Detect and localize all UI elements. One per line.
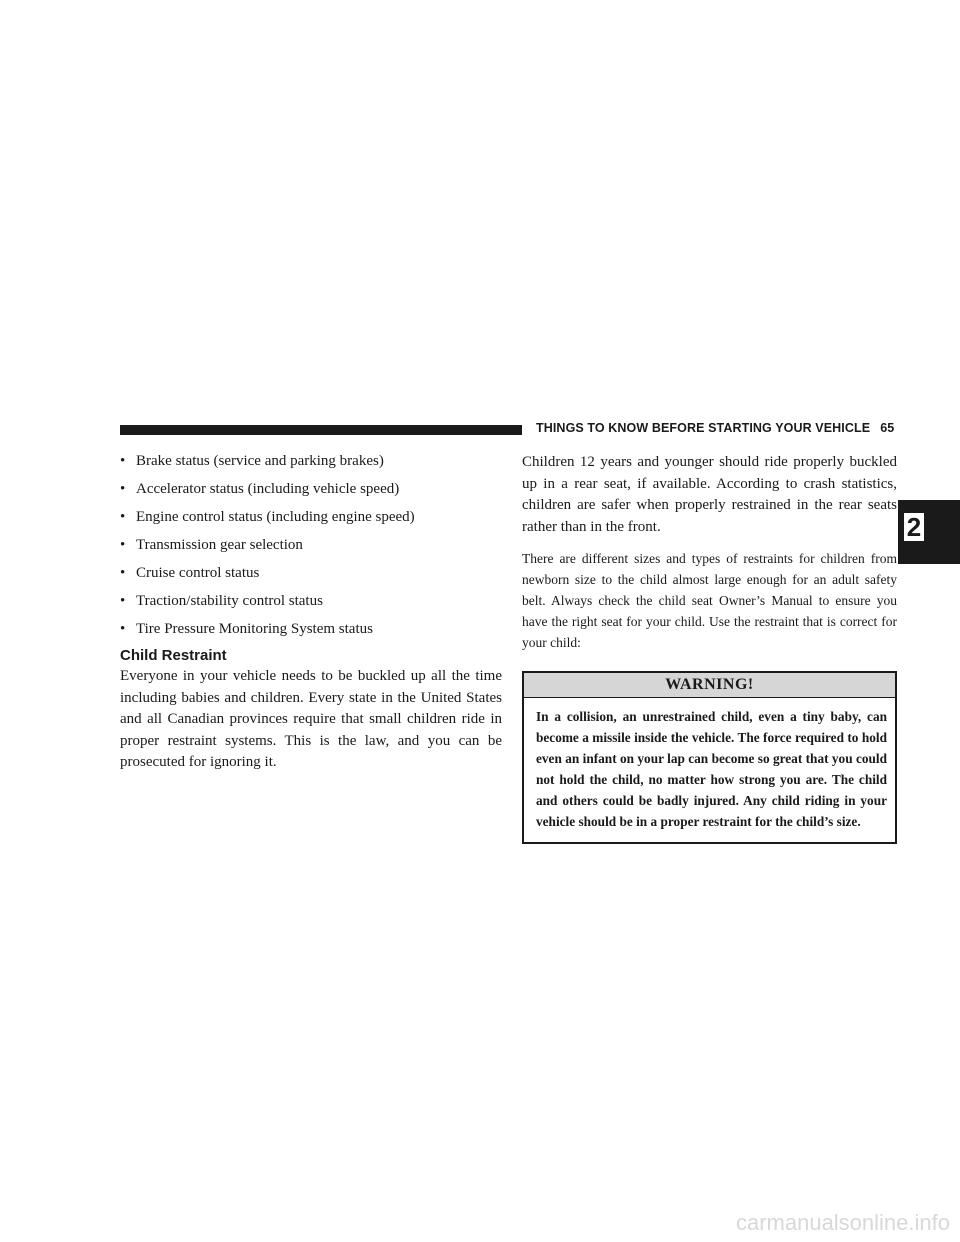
body-paragraph: There are different sizes and types of restraints for children from newborn size to the child almost large enough for an adult safety belt. Always check the child seat Owner’s Manual to ensure you have the right seat for your child. Use the restraint that is correct for your child:	[522, 551, 897, 651]
body-paragraph: Everyone in your vehicle needs to be buckled up all the time including babies and children. Every state in the United States and all Canadian provinces require that small children ride in proper restraint systems. This is the law, and you can be prosecuted for ignoring it.	[120, 668, 502, 770]
list-item-text: Brake status (service and parking brakes)	[136, 453, 384, 469]
list-item	[120, 532, 502, 560]
bullet-icon: •	[120, 537, 126, 553]
list-item-text: Traction/stability control status	[136, 593, 323, 609]
warning-box	[522, 671, 897, 844]
list-item-text: Transmission gear selection	[136, 537, 303, 553]
list-item	[120, 504, 502, 532]
bullet-list	[120, 448, 502, 644]
section-heading: Child Restraint	[120, 647, 227, 664]
list-item	[120, 476, 502, 504]
list-item-text: Cruise control status	[136, 565, 260, 581]
right-column	[522, 452, 897, 844]
list-item-text: Accelerator status (including vehicle speed)	[136, 481, 400, 497]
header-title: THINGS TO KNOW BEFORE STARTING YOUR VEHICLE	[536, 421, 871, 435]
left-column	[120, 448, 502, 774]
bullet-icon: •	[120, 509, 126, 525]
bullet-icon: •	[120, 593, 126, 609]
watermark: carmanualsonline.info	[735, 1210, 950, 1235]
list-item	[120, 588, 502, 616]
list-item-text: Tire Pressure Monitoring System status	[136, 621, 373, 637]
chapter-number: 2	[904, 513, 924, 541]
list-item-text: Engine control status (including engine speed)	[136, 509, 415, 525]
running-header	[536, 421, 894, 435]
bullet-icon: •	[120, 481, 126, 497]
bullet-icon: •	[120, 453, 126, 469]
list-item	[120, 560, 502, 588]
body-paragraph: Children 12 years and younger should ride properly buckled up in a rear seat, if available. According to crash statistics, children are safer when properly restrained in the rear seats rather than in the front.	[522, 454, 897, 535]
chapter-tab	[898, 500, 960, 564]
list-item	[120, 448, 502, 476]
warning-text: In a collision, an unrestrained child, even a tiny baby, can become a missile inside the vehicle. The force required to hold even an infant on your lap can become so great that you could not hold the child, no matter how strong you are. The child and others could be badly injured. Any child riding in your vehicle should be in a proper restraint for the child’s size.	[536, 709, 887, 830]
header-rule	[120, 425, 522, 435]
list-item	[120, 616, 502, 644]
warning-title: WARNING!	[524, 673, 895, 698]
bullet-icon: •	[120, 565, 126, 581]
page-number: 65	[880, 421, 895, 435]
bullet-icon: •	[120, 621, 126, 637]
